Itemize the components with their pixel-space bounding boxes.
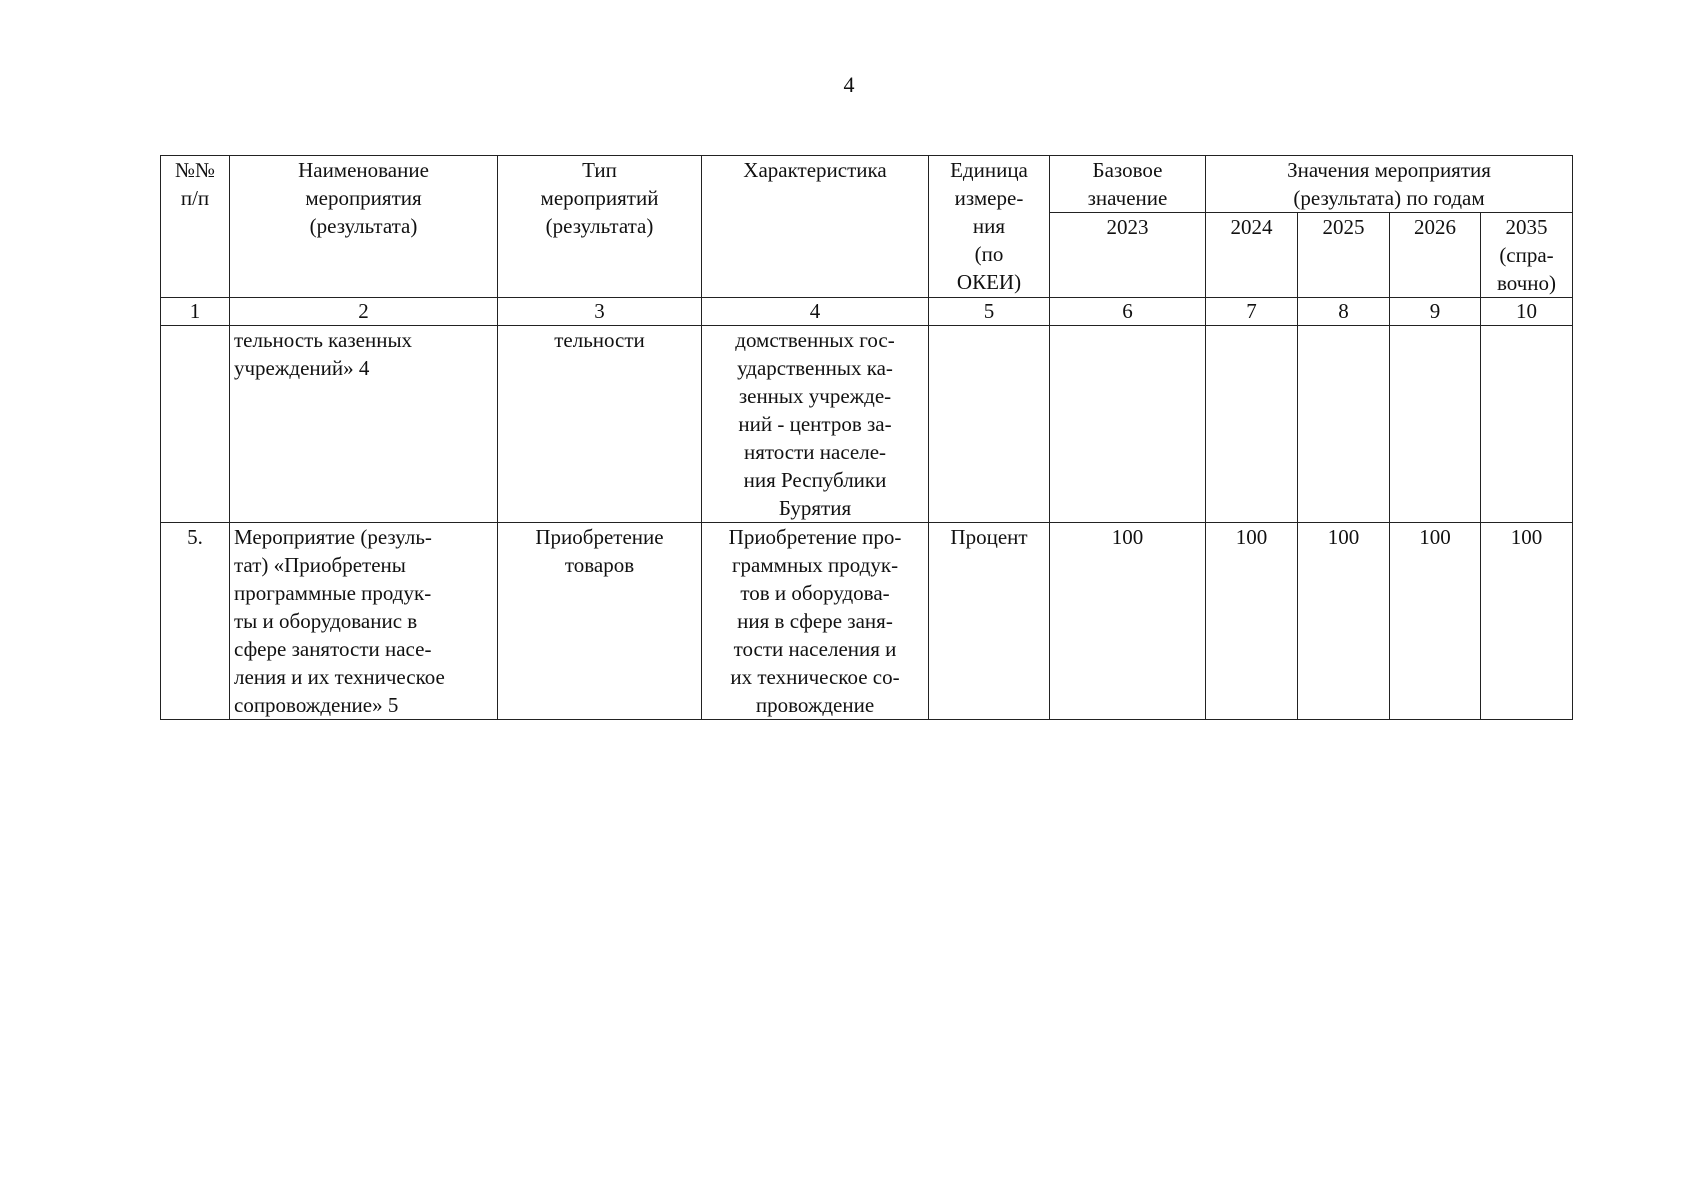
column-index: 2 [230, 298, 498, 326]
cell-type: Приобретение товаров [498, 523, 702, 720]
header-year-2025: 2025 [1298, 213, 1390, 298]
measures-table [160, 155, 1573, 720]
cell-value-2025 [1298, 326, 1390, 523]
column-index: 6 [1050, 298, 1206, 326]
cell-num [161, 326, 230, 523]
header-base-value: Базовое значение [1050, 156, 1206, 213]
cell-name: тельность казенных учреждений» 4 [230, 326, 498, 523]
header-type: Тип мероприятий (результата) [498, 156, 702, 298]
cell-value-2024: 100 [1206, 523, 1298, 720]
cell-value-2024 [1206, 326, 1298, 523]
cell-value-2025: 100 [1298, 523, 1390, 720]
cell-characteristic: Приобретение про- граммных продук- тов и оборудова- ния в сфере заня- тости населения и их техническое со- провождение [702, 523, 929, 720]
column-index: 4 [702, 298, 929, 326]
page-number: 4 [843, 72, 855, 97]
header-row [161, 156, 1573, 213]
cell-name: Мероприятие (резуль- тат) «Приобретены программные продук- ты и оборудованис в сфере занятости насе- ления и их техническое сопровождение» 5 [230, 523, 498, 720]
header-num: №№ п/п [161, 156, 230, 298]
cell-value-2026: 100 [1390, 523, 1481, 720]
column-index: 7 [1206, 298, 1298, 326]
cell-characteristic: домственных гос- ударственных ка- зенных учрежде- ний - центров за- нятости населе- ния Республики Бурятия [702, 326, 929, 523]
cell-value-2035: 100 [1481, 523, 1573, 720]
column-index-row [161, 298, 1573, 326]
table-row-continuation [161, 326, 1573, 523]
header-year-2024: 2024 [1206, 213, 1298, 298]
cell-type: тельности [498, 326, 702, 523]
column-index: 8 [1298, 298, 1390, 326]
header-characteristic: Характеристика [702, 156, 929, 298]
table-row-item-5 [161, 523, 1573, 720]
header-year-2023: 2023 [1050, 213, 1206, 298]
column-index: 10 [1481, 298, 1573, 326]
cell-value-2035 [1481, 326, 1573, 523]
column-index: 5 [929, 298, 1050, 326]
header-values-by-year: Значения мероприятия (результата) по годам [1206, 156, 1573, 213]
column-index: 1 [161, 298, 230, 326]
header-name: Наименование мероприятия (результата) [230, 156, 498, 298]
cell-value-2026 [1390, 326, 1481, 523]
cell-unit: Процент [929, 523, 1050, 720]
cell-num: 5. [161, 523, 230, 720]
header-year-2026: 2026 [1390, 213, 1481, 298]
header-year-2035: 2035 (спра- вочно) [1481, 213, 1573, 298]
cell-base-value: 100 [1050, 523, 1206, 720]
column-index: 9 [1390, 298, 1481, 326]
header-unit: Единица измере- ния (по ОКЕИ) [929, 156, 1050, 298]
cell-base-value [1050, 326, 1206, 523]
column-index: 3 [498, 298, 702, 326]
cell-unit [929, 326, 1050, 523]
